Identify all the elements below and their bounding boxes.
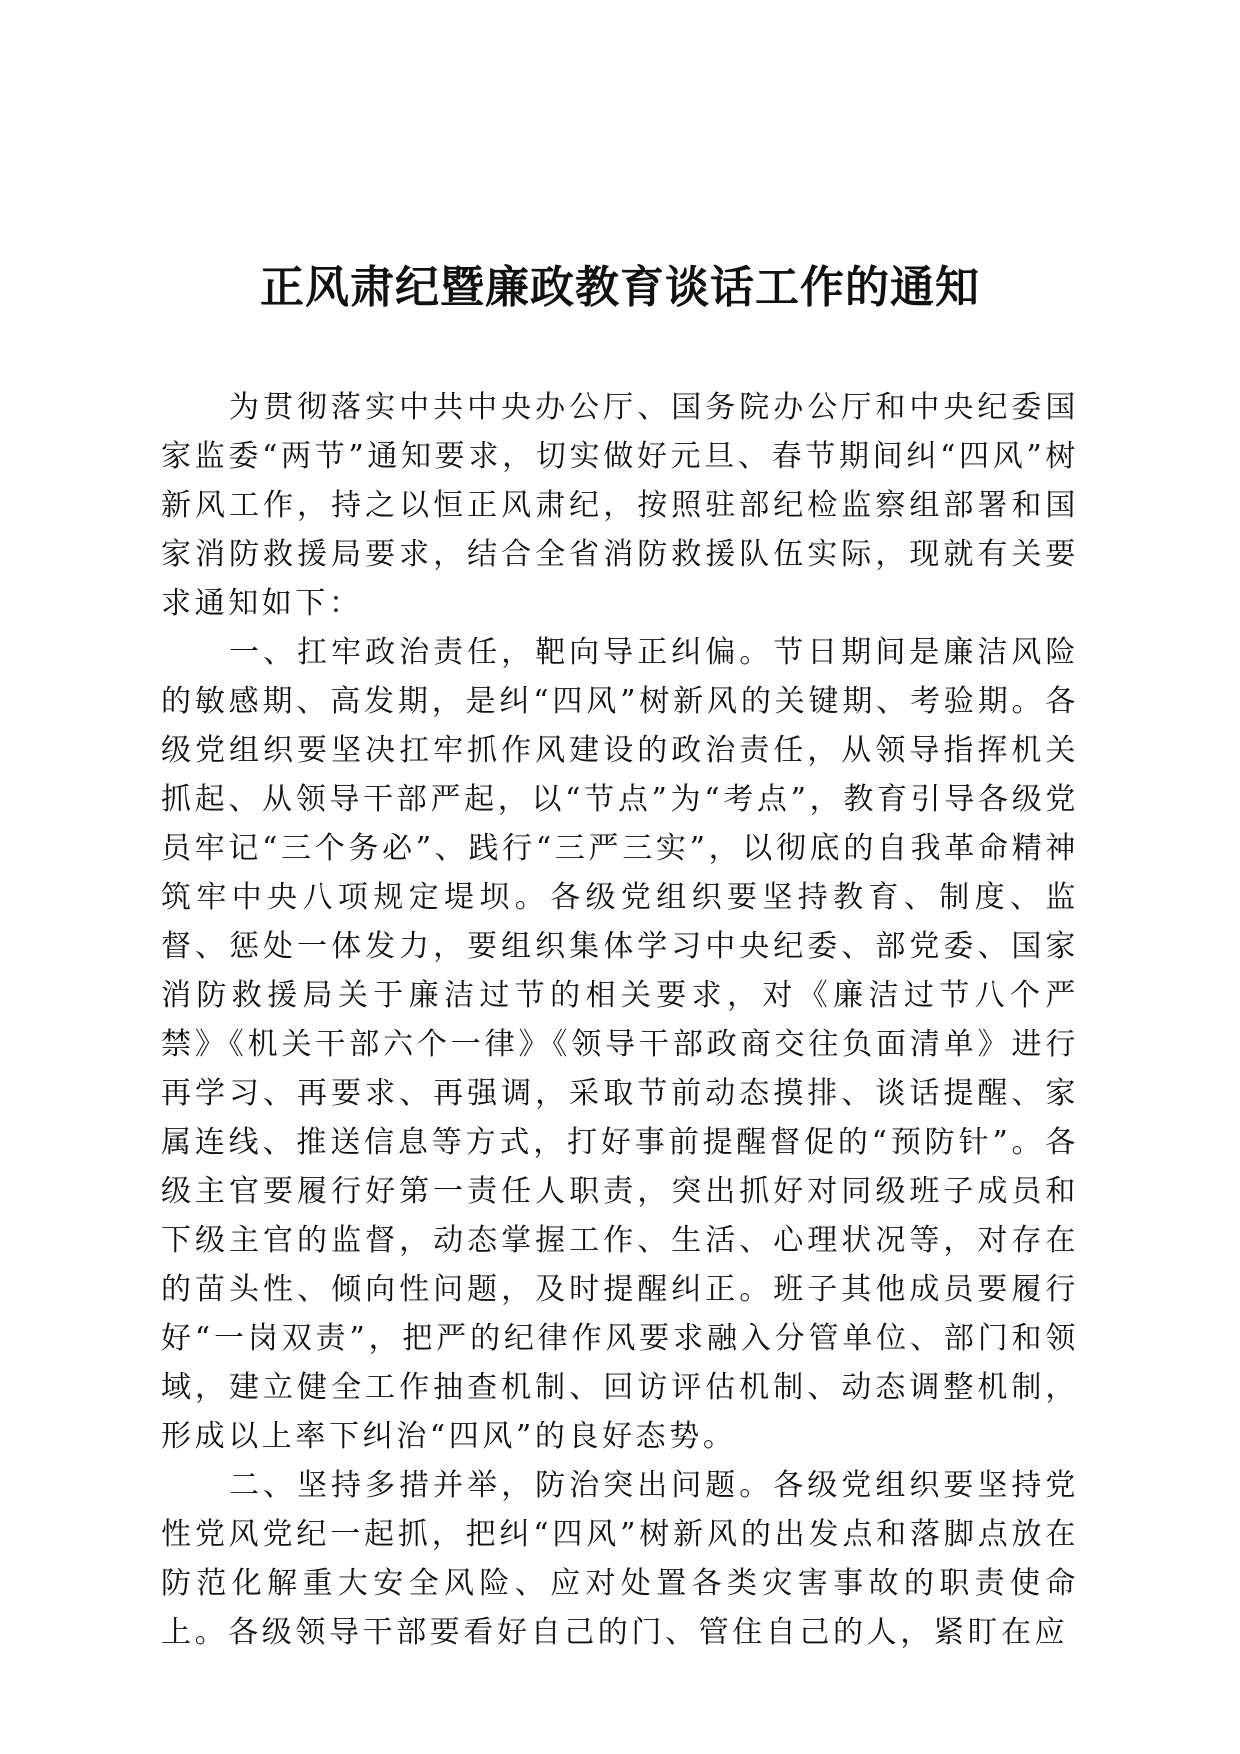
paragraph-section-2: 二、坚持多措并举，防治突出问题。各级党组织要坚持党性党风党纪一起抓，把纠“四风”树新风的出发点和落脚点放在防范化解重大安全风险、应对处置各类灾害事故的职责使命上。各级领导干部要看好自己的门、管住自己的人，紧盯在应 — [161, 1468, 1079, 1650]
document-body — [161, 383, 1079, 1657]
paragraph-intro: 为贯彻落实中共中央办公厅、国务院办公厅和中央纪委国家监委“两节”通知要求，切实做好元旦、春节期间纠“四风”树新风工作，持之以恒正风肃纪，按照驻部纪检监察组部署和国家消防救援局要求，结合全省消防救援队伍实际，现就有关要求通知如下： — [161, 390, 1079, 621]
paragraph-section-1: 一、扛牢政治责任，靶向导正纠偏。节日期间是廉洁风险的敏感期、高发期，是纠“四风”树新风的关键期、考验期。各级党组织要坚决扛牢抓作风建设的政治责任，从领导指挥机关抓起、从领导干部严起，以“节点”为“考点”，教育引导各级党员牢记“三个务必”、践行“三严三实”，以彻底的自我革命精神筑牢中央八项规定堤坝。各级党组织要坚持教育、制度、监督、惩处一体发力，要组织集体学习中央纪委、部党委、国家消防救援局关于廉洁过节的相关要求，对《廉洁过节八个严禁》《机关干部六个一律》《领导干部政商交往负面清单》进行再学习、再要求、再强调，采取节前动态摸排、谈话提醒、家属连线、推送信息等方式，打好事前提醒督促的“预防针”。各级主官要履行好第一责任人职责，突出抓好对同级班子成员和下级主官的监督，动态掌握工作、生活、心理状况等，对存在的苗头性、倾向性问题，及时提醒纠正。班子其他成员要履行好“一岗双责”，把严的纪律作风要求融入分管单位、部门和领域，建立健全工作抽查机制、回访评估机制、动态调整机制，形成以上率下纠治“四风”的良好态势。 — [161, 635, 1079, 1454]
document-title: 正风肃纪暨廉政教育谈话工作的通知 — [260, 262, 980, 313]
